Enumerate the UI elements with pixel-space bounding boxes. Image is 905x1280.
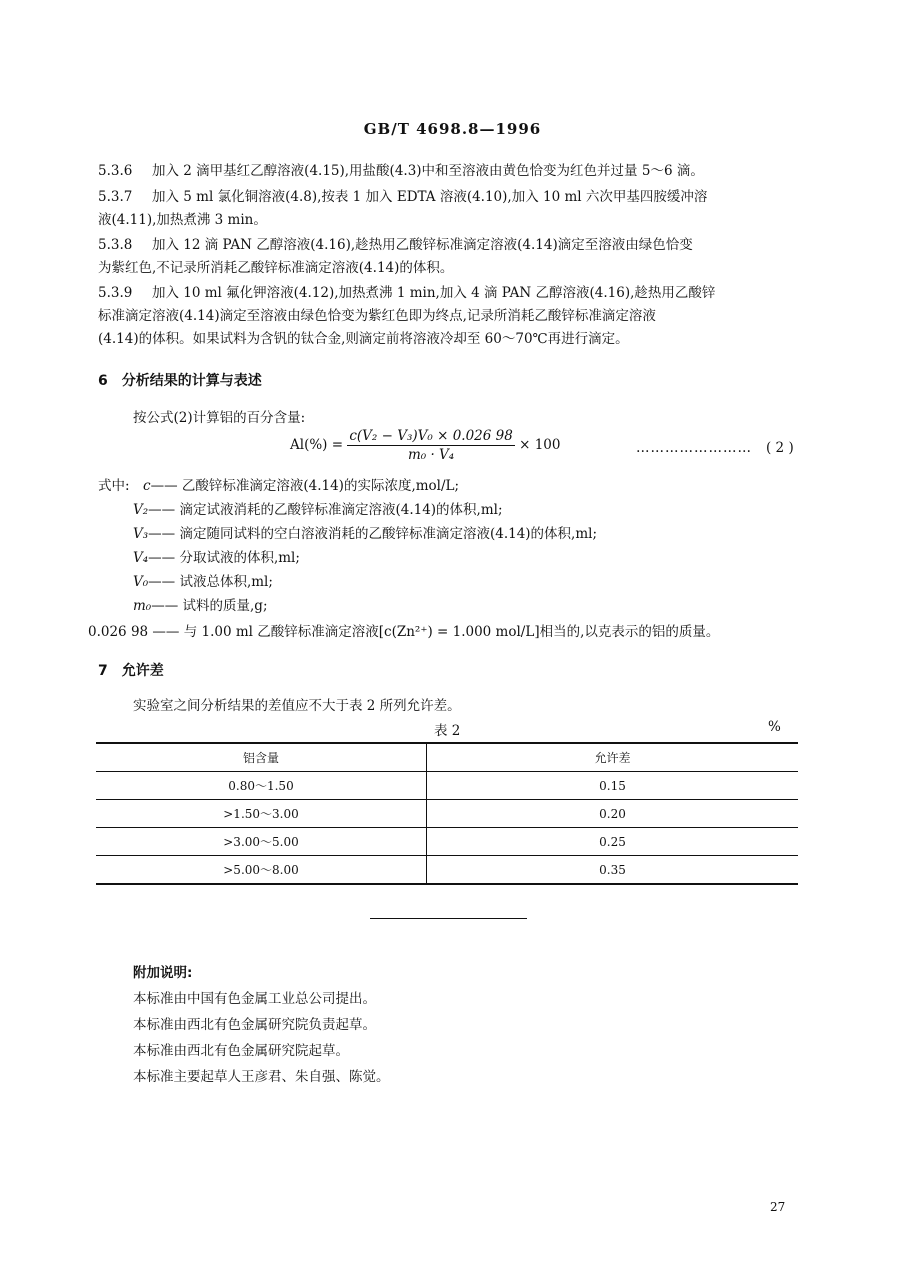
column-header: 允许差 <box>427 743 799 772</box>
note-line: 本标准由西北有色金属研究院负责起草。 <box>133 1017 376 1033</box>
step-5-3-6 <box>98 160 810 183</box>
formula-denominator: m₀ · V₄ <box>407 447 455 463</box>
table-row <box>96 772 798 800</box>
note-line: 本标准由中国有色金属工业总公司提出。 <box>133 991 376 1007</box>
formula-times: × 100 <box>519 437 561 453</box>
step-text: 为紫红色,不记录所消耗乙酸锌标准滴定溶液(4.14)的体积。 <box>98 260 454 276</box>
step-5-3-7 <box>98 186 810 232</box>
def-symbol: V₂ <box>133 502 149 518</box>
step-text: 加入 12 滴 PAN 乙醇溶液(4.16),趁热用乙酸锌标准滴定溶液(4.14)滴定至溶液由绿色恰变 <box>152 237 693 253</box>
table-cell: 0.80～1.50 <box>96 772 427 800</box>
section-6-intro: 按公式(2)计算铝的百分含量: <box>133 410 306 426</box>
def-text: —— 滴定随同试料的空白溶液消耗的乙酸锌标准滴定溶液(4.14)的体积,ml; <box>148 526 598 542</box>
table-row <box>96 800 798 828</box>
def-v2 <box>133 498 503 518</box>
def-v4 <box>133 546 300 566</box>
step-5-3-9 <box>98 282 810 351</box>
tolerance-table <box>96 742 798 885</box>
def-text: —— 试液总体积,ml; <box>148 574 273 590</box>
def-text: —— 滴定试液消耗的乙酸锌标准滴定溶液(4.14)的体积,ml; <box>148 502 503 518</box>
notes-heading: 附加说明: <box>133 965 193 981</box>
step-text: 加入 2 滴甲基红乙醇溶液(4.15),用盐酸(4.3)中和至溶液由黄色恰变为红色并过量 5～6 滴。 <box>152 163 704 179</box>
step-5-3-8 <box>98 234 810 280</box>
step-text: 液(4.11),加热煮沸 3 min。 <box>98 212 267 228</box>
table-cell: >1.50～3.00 <box>96 800 427 828</box>
note-line: 本标准主要起草人王彦君、朱自强、陈觉。 <box>133 1069 390 1085</box>
formula-2 <box>290 428 560 463</box>
table-cell: >3.00～5.00 <box>96 828 427 856</box>
table-title: 表 2 <box>434 723 461 739</box>
def-text: —— 乙酸锌标准滴定溶液(4.14)的实际浓度,mol/L; <box>150 478 460 494</box>
table-row <box>96 828 798 856</box>
def-symbol: V₀ <box>133 574 149 590</box>
formula-leader-dots: …………………… <box>636 440 752 456</box>
formula-number: ( 2 ) <box>766 440 794 456</box>
table-unit: % <box>768 719 781 735</box>
page-number: 27 <box>770 1200 786 1214</box>
def-m0 <box>133 594 268 614</box>
table-cell: 0.15 <box>427 772 799 800</box>
table-row <box>96 856 798 885</box>
table-cell: 0.35 <box>427 856 799 885</box>
def-text: —— 试料的质量,g; <box>151 598 268 614</box>
column-header: 铝含量 <box>96 743 427 772</box>
def-c <box>143 474 459 494</box>
table-cell: 0.25 <box>427 828 799 856</box>
def-v0 <box>133 570 273 590</box>
table-cell: >5.00～8.00 <box>96 856 427 885</box>
def-v3 <box>133 522 597 542</box>
additional-notes <box>133 960 390 1090</box>
table-cell: 0.20 <box>427 800 799 828</box>
def-symbol: V₄ <box>133 550 149 566</box>
step-text: 标准滴定溶液(4.14)滴定至溶液由绿色恰变为紫红色即为终点,记录所消耗乙酸锌标准滴定溶液 <box>98 308 656 324</box>
step-text: (4.14)的体积。如果试料为含钒的钛合金,则滴定前将溶液冷却至 60～70℃再进行滴定。 <box>98 331 629 347</box>
def-symbol: m₀ <box>133 598 152 614</box>
section-7-heading: 7 允许差 <box>98 663 164 679</box>
formula-numerator: c(V₂ − V₃)V₀ × 0.026 98 <box>349 428 513 444</box>
divider-rule <box>370 918 527 919</box>
section-6-heading: 6 分析结果的计算与表述 <box>98 373 262 389</box>
formula-fraction <box>347 428 514 463</box>
step-text: 加入 10 ml 氟化钾溶液(4.12),加热煮沸 1 min,加入 4 滴 PAN 乙醇溶液(4.16),趁热用乙酸锌 <box>152 285 716 301</box>
step-number: 5.3.6 <box>98 163 133 179</box>
page-header: GB/T 4698.8—1996 <box>363 120 542 138</box>
def-constant: 0.026 98 —— 与 1.00 ml 乙酸锌标准滴定溶液[c(Zn²⁺) = 1.000 mol/L]相当的,以克表示的铝的质量。 <box>88 624 720 640</box>
step-text: 加入 5 ml 氯化铜溶液(4.8),按表 1 加入 EDTA 溶液(4.10),加入 10 ml 六次甲基四胺缓冲溶 <box>152 189 708 205</box>
def-text: —— 分取试液的体积,ml; <box>148 550 300 566</box>
step-number: 5.3.7 <box>98 189 133 205</box>
step-number: 5.3.9 <box>98 285 133 301</box>
where-label: 式中: <box>98 478 130 494</box>
section-7-intro: 实验室之间分析结果的差值应不大于表 2 所列允许差。 <box>133 698 461 714</box>
note-line: 本标准由西北有色金属研究院起草。 <box>133 1043 349 1059</box>
def-symbol: c <box>143 478 151 494</box>
table-header-row <box>96 743 798 772</box>
def-symbol: V₃ <box>133 526 149 542</box>
step-number: 5.3.8 <box>98 237 133 253</box>
formula-lhs: Al(%) = <box>290 437 344 453</box>
